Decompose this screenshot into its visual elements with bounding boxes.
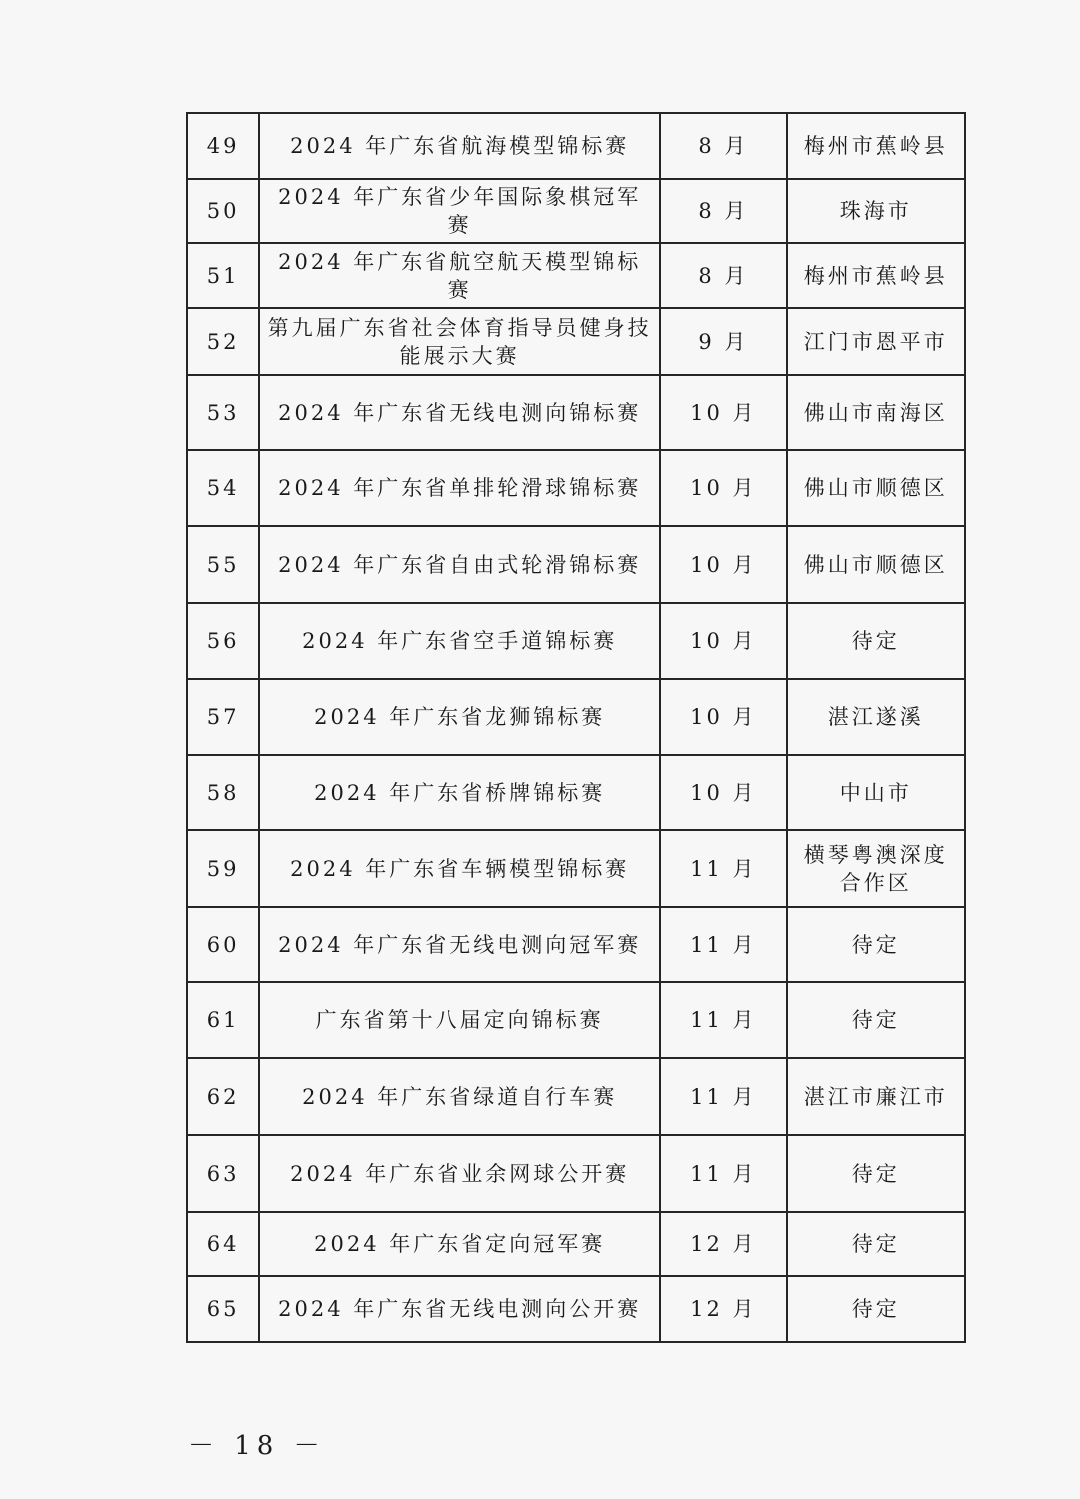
event-name: 2024 年广东省车辆模型锦标赛: [259, 830, 660, 907]
table-row: [187, 113, 965, 179]
event-month: 8 月: [660, 179, 786, 243]
row-number: 59: [187, 830, 259, 907]
table-row: [187, 755, 965, 830]
table-row: [187, 830, 965, 907]
event-location: 江门市恩平市: [787, 308, 966, 375]
event-location: 佛山市顺德区: [787, 450, 966, 526]
event-month: 11 月: [660, 907, 786, 982]
event-month: 10 月: [660, 375, 786, 450]
table-row: [187, 603, 965, 679]
event-name: 2024 年广东省自由式轮滑锦标赛: [259, 526, 660, 603]
event-name: 2024 年广东省桥牌锦标赛: [259, 755, 660, 830]
row-number: 55: [187, 526, 259, 603]
table-row: [187, 1135, 965, 1212]
table-row: [187, 679, 965, 755]
row-number: 56: [187, 603, 259, 679]
event-location: 横琴粤澳深度合作区: [787, 830, 966, 907]
row-number: 54: [187, 450, 259, 526]
event-month: 10 月: [660, 526, 786, 603]
event-name: 2024 年广东省龙狮锦标赛: [259, 679, 660, 755]
table-row: [187, 526, 965, 603]
event-location: 佛山市南海区: [787, 375, 966, 450]
event-month: 10 月: [660, 450, 786, 526]
page-number: － 18 －: [188, 1431, 326, 1461]
event-month: 12 月: [660, 1276, 786, 1342]
event-location: 待定: [787, 603, 966, 679]
event-name: 2024 年广东省无线电测向冠军赛: [259, 907, 660, 982]
event-month: 12 月: [660, 1212, 786, 1276]
table-body: [187, 113, 965, 1342]
table-row: [187, 179, 965, 243]
event-location: 中山市: [787, 755, 966, 830]
row-number: 53: [187, 375, 259, 450]
event-name: 2024 年广东省空手道锦标赛: [259, 603, 660, 679]
event-location: 待定: [787, 982, 966, 1058]
table-row: [187, 1276, 965, 1342]
competition-schedule-table: [186, 112, 966, 1343]
row-number: 49: [187, 113, 259, 179]
event-location: 湛江遂溪: [787, 679, 966, 755]
event-month: 10 月: [660, 603, 786, 679]
event-location: 待定: [787, 1276, 966, 1342]
event-name: 2024 年广东省业余网球公开赛: [259, 1135, 660, 1212]
event-location: 梅州市蕉岭县: [787, 113, 966, 179]
row-number: 65: [187, 1276, 259, 1342]
row-number: 64: [187, 1212, 259, 1276]
event-month: 10 月: [660, 755, 786, 830]
event-name: 2024 年广东省无线电测向锦标赛: [259, 375, 660, 450]
row-number: 62: [187, 1058, 259, 1135]
table-row: [187, 375, 965, 450]
event-name: 2024 年广东省航海模型锦标赛: [259, 113, 660, 179]
event-month: 10 月: [660, 679, 786, 755]
event-name: 2024 年广东省少年国际象棋冠军赛: [259, 179, 660, 243]
table-row: [187, 450, 965, 526]
event-name: 广东省第十八届定向锦标赛: [259, 982, 660, 1058]
event-location: 待定: [787, 907, 966, 982]
event-month: 9 月: [660, 308, 786, 375]
event-name: 2024 年广东省定向冠军赛: [259, 1212, 660, 1276]
row-number: 57: [187, 679, 259, 755]
event-month: 8 月: [660, 243, 786, 308]
event-location: 待定: [787, 1212, 966, 1276]
row-number: 60: [187, 907, 259, 982]
table-row: [187, 907, 965, 982]
row-number: 50: [187, 179, 259, 243]
row-number: 52: [187, 308, 259, 375]
row-number: 63: [187, 1135, 259, 1212]
event-month: 8 月: [660, 113, 786, 179]
table-row: [187, 243, 965, 308]
event-name: 2024 年广东省无线电测向公开赛: [259, 1276, 660, 1342]
event-month: 11 月: [660, 982, 786, 1058]
event-month: 11 月: [660, 1135, 786, 1212]
event-name: 2024 年广东省航空航天模型锦标赛: [259, 243, 660, 308]
event-location: 珠海市: [787, 179, 966, 243]
event-location: 湛江市廉江市: [787, 1058, 966, 1135]
row-number: 61: [187, 982, 259, 1058]
table-row: [187, 982, 965, 1058]
event-name: 2024 年广东省单排轮滑球锦标赛: [259, 450, 660, 526]
event-month: 11 月: [660, 1058, 786, 1135]
row-number: 58: [187, 755, 259, 830]
table-row: [187, 1212, 965, 1276]
row-number: 51: [187, 243, 259, 308]
event-location: 佛山市顺德区: [787, 526, 966, 603]
event-month: 11 月: [660, 830, 786, 907]
table-row: [187, 1058, 965, 1135]
table-row: [187, 308, 965, 375]
event-location: 梅州市蕉岭县: [787, 243, 966, 308]
event-name: 2024 年广东省绿道自行车赛: [259, 1058, 660, 1135]
event-location: 待定: [787, 1135, 966, 1212]
event-name: 第九届广东省社会体育指导员健身技能展示大赛: [259, 308, 660, 375]
